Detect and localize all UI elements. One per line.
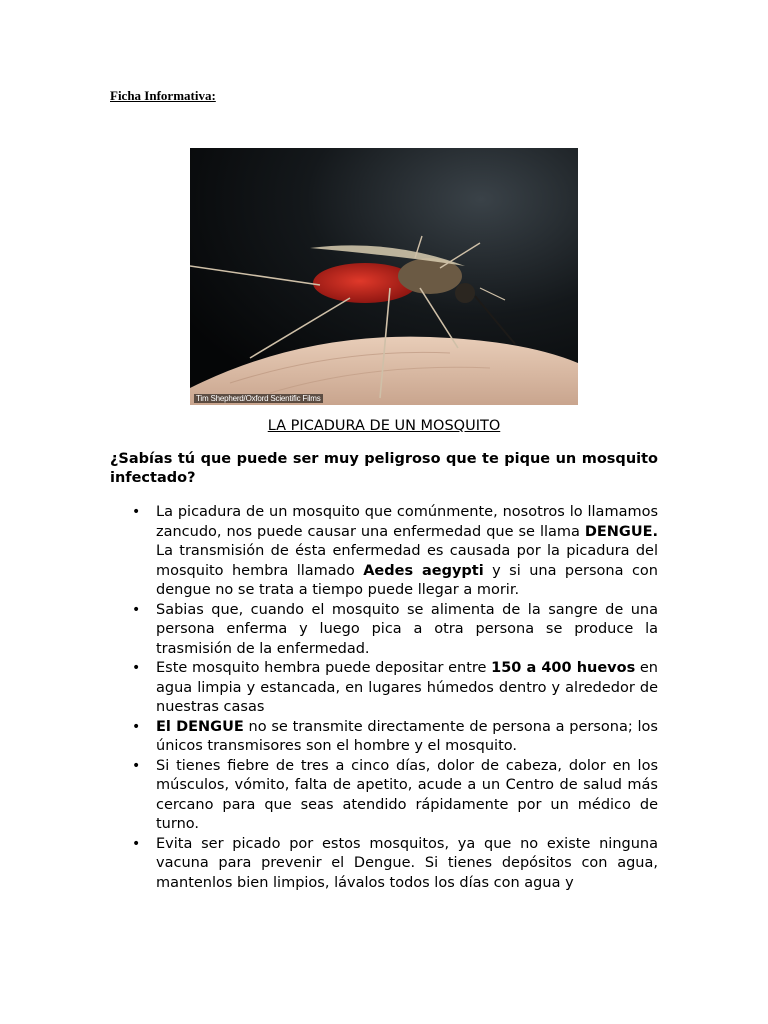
bullet-icon: •	[132, 718, 141, 735]
question-text: ¿Sabías tú que puede ser muy peligroso que te pique un mosquito infectado?	[110, 451, 658, 486]
mosquito-photo	[190, 148, 578, 405]
list-item	[110, 503, 658, 601]
list-item-line: llamamos zancudo, nos puede causar una enfermedad que se	[156, 504, 659, 540]
species-name: Aedes aegypti	[363, 562, 484, 579]
list-item-line: a morir.	[463, 582, 520, 598]
list-item-line: La picadura de un mosquito que comúnmente, nosotros lo	[156, 504, 583, 520]
list-item-segment: en agua limpia y estancada, en lugares húmedos dentro y alrededor de nuestras casas	[156, 660, 658, 715]
list-item-text: Evita ser picado por estos mosquitos, ya que no existe ninguna vacuna para prevenir el Dengue. Si tienes depósitos con agua, mantenlos bien limpios, lávalos todos los días con agua y	[156, 835, 658, 891]
list-item	[110, 835, 658, 894]
bullet-icon: •	[132, 601, 141, 618]
bullet-icon: •	[132, 835, 141, 852]
list-item-line: La transmisión de ésta enfermedad es causada	[156, 543, 511, 559]
list-item-text	[156, 659, 658, 718]
list-item-segment: no se transmite directamente de persona a persona; los únicos transmisores son el hombre y el mosquito.	[156, 718, 658, 754]
bullet-list	[110, 503, 658, 893]
photo-credit: Tim Shepherd/Oxford Scientific Films	[196, 394, 321, 403]
egg-count: 150 a 400 huevos	[491, 660, 636, 676]
bullet-icon: •	[132, 504, 141, 520]
document-heading: Ficha Informativa:	[110, 88, 216, 103]
list-item-text: Sabias que, cuando el mosquito se alimenta de la sangre de una persona enferma y luego pica a otra persona se produce la trasmisión de la enfermedad.	[156, 601, 658, 657]
list-item	[110, 757, 658, 835]
list-item-line: llama	[539, 523, 585, 540]
list-item-text: Si tienes fiebre de tres a cinco días, dolor de cabeza, dolor en los músculos, vómito, falta de apetito, acude a un Centro de salud más cercano para que seas atendido rápidamente por un médico de turno.	[156, 757, 658, 832]
list-item	[110, 601, 658, 660]
dengue-bold: DENGUE.	[584, 523, 659, 540]
document-title: LA PICADURA DE UN MOSQUITO	[267, 418, 501, 434]
list-item	[110, 659, 658, 718]
list-item	[110, 718, 658, 757]
mosquito-illustration	[190, 148, 578, 405]
bullet-icon: •	[132, 660, 141, 676]
list-item-text	[156, 503, 658, 601]
list-item-line: por la picadura del mosquito hembra llamado	[156, 543, 658, 579]
dengue-bold: El DENGUE	[156, 718, 244, 735]
bullet-icon: •	[132, 757, 141, 774]
list-item-segment: Este mosquito hembra puede depositar entre	[156, 660, 492, 676]
list-item-line: y si una persona con dengue no se trata a tiempo puede llegar	[156, 562, 658, 598]
list-item-text	[156, 718, 658, 757]
